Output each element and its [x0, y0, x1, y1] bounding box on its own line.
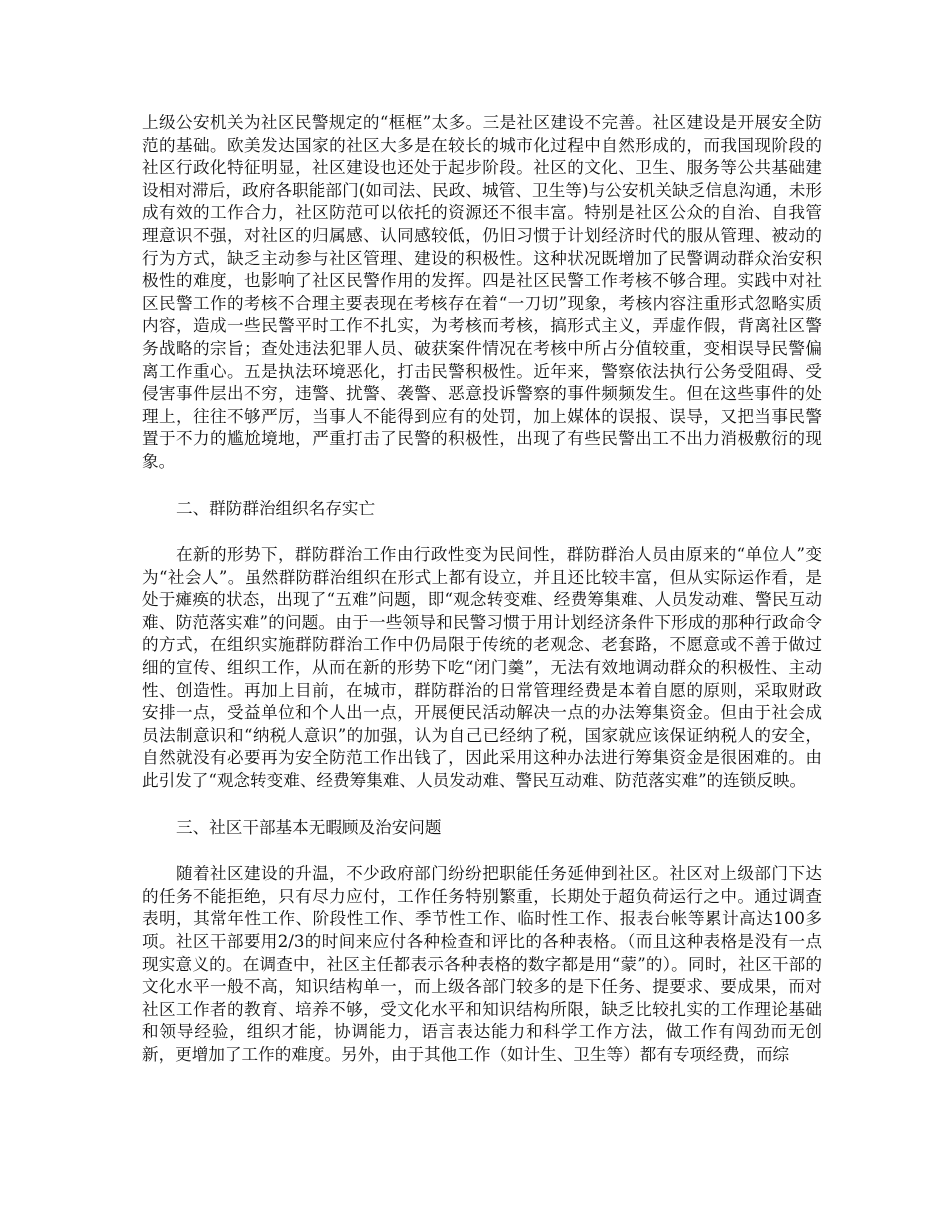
paragraph-continued: 上级公安机关为社区民警规定的“框框”太多。三是社区建设不完善。社区建设是开展安全防范的基础。欧美发达国家的社区大多是在较长的城市化过程中自然形成的，而我国现阶段的社区行政化特征明显，社区建设也还处于起步阶段。社区的文化、卫生、服务等公共基础建设相对滞后，政府各职能部门(如司法、民政、城管、卫生等)与公安机关缺乏信息沟通，未形成有效的工作合力，社区防范可以依托的资源还不很丰富。特别是社区公众的自治、自我管理意识不强，对社区的归属感、认同感较低，仍旧习惯于计划经济时代的服从管理、被动的行为方式，缺乏主动参与社区管理、建设的积极性。这种状况既增加了民警调动群众治安积极性的难度，也影响了社区民警作用的发挥。四是社区民警工作考核不够合理。实践中对社区民警工作的考核不合理主要表现在考核存在着“一刀切”现象，考核内容注重形式忽略实质内容，造成一些民警平时工作不扎实，为考核而考核，搞形式主义，弄虚作假，背离社区警务战略的宗旨；查处违法犯罪人员、破获案件情况在考核中所占分值较重，变相误导民警偏离工作重心。五是执法环境恶化，打击民警积极性。近年来，警察依法执行公务受阻碍、受侵害事件层出不穷，违警、扰警、袭警、恶意投诉警察的事件频频发生。但在这些事件的处理上，往往不够严厉，当事人不能得到应有的处罚，加上媒体的误报、误导，又把当事民警置于不力的尴尬境地，严重打击了民警的积极性，出现了有些民警出工不出力消极敷衍的现象。 [142, 113, 822, 471]
spacer [142, 839, 822, 863]
paragraph-3: 随着社区建设的升温，不少政府部门纷纷把职能任务延伸到社区。社区对上级部门下达的任务不能拒绝，只有尽力应付，工作任务特别繁重，长期处于超负荷运行之中。通过调查表明，其常年性工作、阶段性工作、季节性工作、临时性工作、报表台帐等累计高达100多项。社区干部要用2/3的时间来应付各种检查和评比的各种表格。（而且这种表格是没有一点现实意义的。在调查中，社区主任都表示各种表格的数字都是用“蒙”的）。同时，社区干部的文化水平一般不高，知识结构单一，而上级各部门较多的是下任务、提要求、要成果，而对社区工作者的教育、培养不够，受文化水平和知识结构所限，缺乏比较扎实的工作理论基础和领导经验，组织才能，协调能力，语言表达能力和科学工作方法，做工作有闯劲而无创新，更增加了工作的难度。另外，由于其他工作（如计生、卫生等）都有专项经费，而综 [142, 864, 822, 1064]
section-heading-2: 二、群防群治组织名存实亡 [176, 498, 376, 518]
spacer [142, 520, 822, 544]
document-page [142, 112, 822, 1067]
section-heading-3: 三、社区干部基本无暇顾及治安问题 [176, 817, 442, 837]
spacer [142, 793, 822, 817]
paragraph-2: 在新的形势下，群防群治工作由行政性变为民间性，群防群治人员由原来的“单位人”变为“社会人”。虽然群防群治组织在形式上都有设立，并且还比较丰富，但从实际运作看，是处于瘫痪的状态，出现了“五难”问题，即“观念转变难、经费筹集难、人员发动难、警民互动难、防范落实难”的问题。由于一些领导和民警习惯于用计划经济条件下形成的那种行政命令的方式，在组织实施群防群治工作中仍局限于传统的老观念、老套路，不愿意或不善于做过细的宣传、组织工作，从而在新的形势下吃“闭门羹”，无法有效地调动群众的积极性、主动性、创造性。再加上目前，在城市，群防群治的日常管理经费是本着自愿的原则，采取财政安排一点，受益单位和个人出一点，开展便民活动解决一点的办法筹集资金。但由于社会成员法制意识和“纳税人意识”的加强，认为自己已经纳了税，国家就应该保证纳税人的安全，自然就没有必要再为安全防范工作出钱了，因此采用这种办法进行筹集资金是很困难的。由此引发了“观念转变难、经费筹集难、人员发动难、警民互动难、防范落实难”的连锁反映。 [142, 545, 822, 791]
spacer [142, 474, 822, 498]
